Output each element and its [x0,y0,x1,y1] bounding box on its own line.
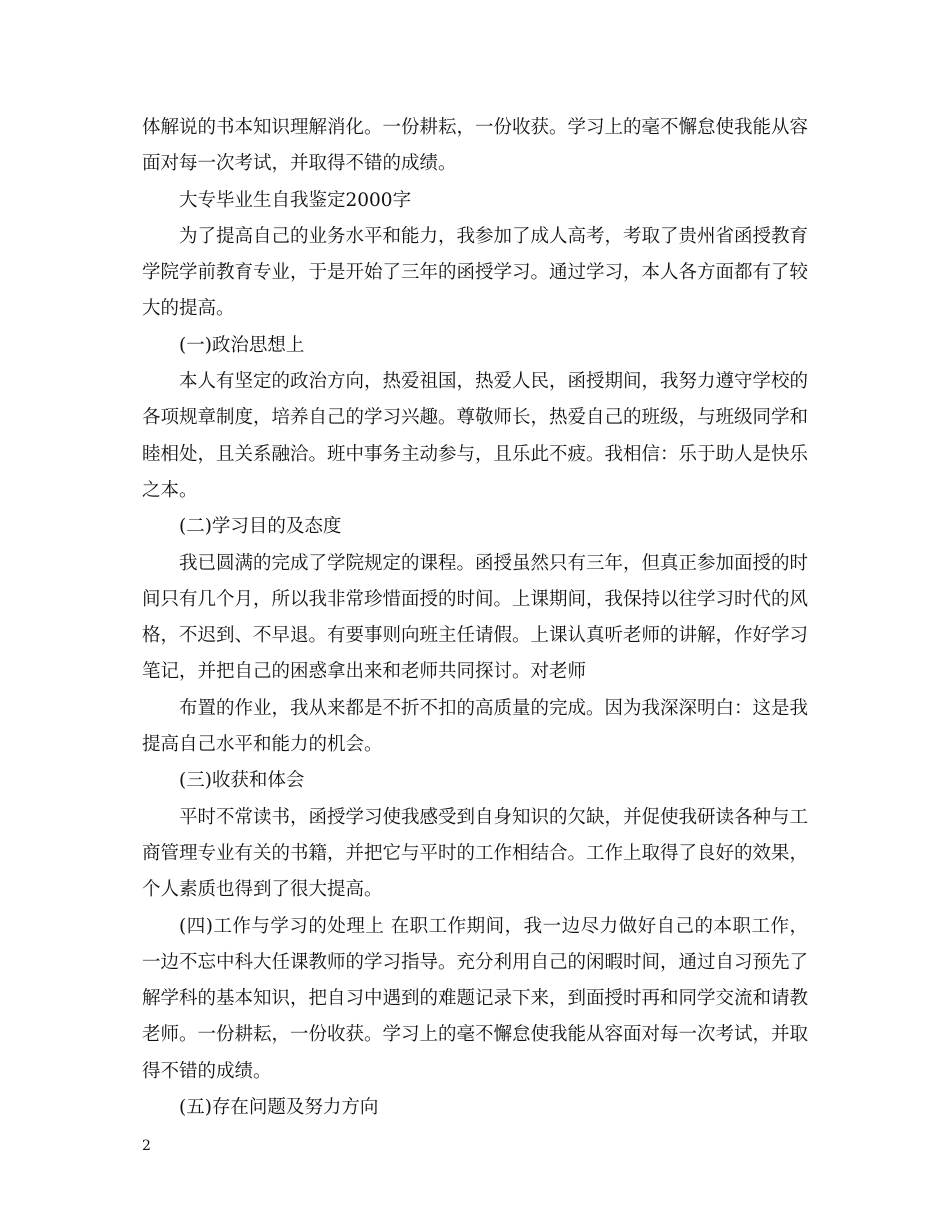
paragraph-intro: 为了提高自己的业务水平和能力，我参加了成人高考，考取了贵州省函授教育学院学前教育专业，于是开始了三年的函授学习。通过学习，本人各方面都有了较大的提高。 [142,225,809,320]
section-heading-self-evaluation: 大专毕业生自我鉴定2000字 [179,189,412,211]
paragraph-study-attitude: 我已圆满的完成了学院规定的课程。函授虽然只有三年，但真正参加面授的时间只有几个月，所以我非常珍惜面授的时间。上课期间，我保持以往学习时代的风格，不迟到、不早退。有要事则向班主任请假。上课认真听老师的讲解，作好学习笔记，并把自己的困惑拿出来和老师共同探讨。对老师 [142,552,809,683]
paragraph-gains: 平时不常读书，函授学习使我感受到自身知识的欠缺，并促使我研读各种与工商管理专业有关的书籍，并把它与平时的工作相结合。工作上取得了良好的效果，个人素质也得到了很大提高。 [142,806,809,901]
document-body [142,110,808,1126]
paragraph-1: 体解说的书本知识理解消化。一份耕耘，一份收获。学习上的毫不懈怠使我能从容面对每一次考试，并取得不错的成绩。 [142,117,809,175]
section-heading-problems: (五)存在问题及努力方向 [179,1097,379,1119]
paragraph-homework: 布置的作业，我从来都是不折不扣的高质量的完成。因为我深深明白：这是我提高自己水平和能力的机会。 [142,697,809,756]
section-heading-study-attitude: (二)学习目的及态度 [179,516,342,538]
paragraph-politics: 本人有坚定的政治方向，热爱祖国，热爱人民，函授期间，我努力遵守学校的各项规章制度，培养自己的学习兴趣。尊敬师长，热爱自己的班级，与班级同学和睦相处，且关系融洽。班中事务主动参与，且乐此不疲。我相信：乐于助人是快乐之本。 [142,371,809,501]
paragraph-work-study: (四)工作与学习的处理上 在职工作期间，我一边尽力做好自己的本职工作，一边不忘中科大任课教师的学习指导。充分利用自己的闲暇时间，通过自习预先了解学科的基本知识，把自习中遇到的难题记录下来，到面授时再和同学交流和请教老师。一份耕耘，一份收获。学习上的毫不懈怠使我能从容面对每一次考试，并取得不错的成绩。 [142,915,809,1082]
section-heading-gains: (三)收获和体会 [179,770,305,792]
section-heading-politics: (一)政治思想上 [179,334,305,356]
page-number: 2 [142,1138,151,1154]
